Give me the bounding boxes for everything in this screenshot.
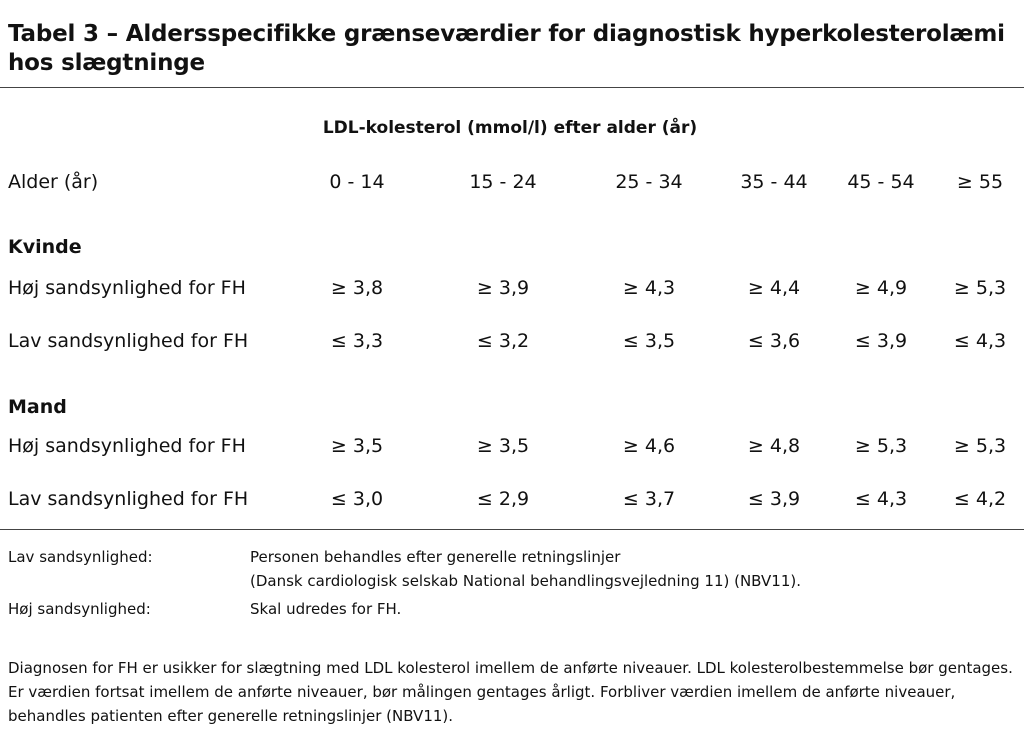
- value-cell: ≤ 3,6: [747, 330, 801, 352]
- value-cell: ≤ 3,2: [476, 330, 530, 352]
- value-cell: ≥ 4,4: [747, 277, 801, 299]
- value-cell: ≤ 3,9: [747, 488, 801, 510]
- group-title-mand: Mand: [8, 396, 67, 418]
- note-desc-lav-line1: Personen behandles efter generelle retningslinjer: [250, 548, 621, 566]
- subheader-text: LDL-kolesterol (mmol/l) efter alder (år): [322, 118, 698, 138]
- note-term-hoj: Høj sandsynlighed:: [8, 600, 151, 618]
- value-cell: ≥ 4,6: [622, 435, 676, 457]
- value-cell: ≤ 3,7: [622, 488, 676, 510]
- value-cell: ≤ 3,3: [330, 330, 384, 352]
- age-group-cell: ≥ 55: [956, 171, 1004, 193]
- value-cell: ≤ 4,2: [953, 488, 1007, 510]
- row-label: Høj sandsynlighed for FH: [8, 277, 246, 299]
- value-cell: ≥ 3,5: [330, 435, 384, 457]
- age-group-cell: 0 - 14: [329, 171, 385, 193]
- value-cell: ≤ 3,0: [330, 488, 384, 510]
- top-divider: [0, 87, 1024, 88]
- note-term-lav: Lav sandsynlighed:: [8, 548, 153, 566]
- value-cell: ≤ 4,3: [953, 330, 1007, 352]
- row-label: Lav sandsynlighed for FH: [8, 488, 249, 510]
- value-cell: ≤ 3,9: [854, 330, 908, 352]
- age-label: Alder (år): [8, 171, 99, 193]
- value-cell: ≥ 5,3: [953, 435, 1007, 457]
- value-cell: ≥ 3,8: [330, 277, 384, 299]
- age-group-cell: 25 - 34: [615, 171, 683, 193]
- value-cell: ≥ 4,8: [747, 435, 801, 457]
- group-title-kvinde: Kvinde: [8, 236, 82, 258]
- value-cell: ≥ 4,3: [622, 277, 676, 299]
- age-group-cell: 35 - 44: [740, 171, 808, 193]
- value-cell: ≥ 4,9: [854, 277, 908, 299]
- footnote-paragraph: Diagnosen for FH er usikker for slægtning med LDL kolesterol imellem de anførte niveauer. LDL kolesterolbestemmelse bør gentages. Er værdien fortsat imellem de anførte niveauer, bør målingen gentages årligt. Forbliver værdien imellem de anførte niveauer, behandles patienten efter generelle retningslinjer (NBV11).: [8, 659, 1013, 725]
- table-row: [0, 488, 1024, 516]
- value-cell: ≥ 5,3: [953, 277, 1007, 299]
- table-subheader: [0, 118, 1024, 138]
- row-label: Høj sandsynlighed for FH: [8, 435, 246, 457]
- table-title: Tabel 3 – Aldersspecifikke grænseværdier for diagnostisk hyperkolesterolæmi hos slægtninge: [8, 21, 1005, 76]
- table-row: [0, 330, 1024, 358]
- value-cell: ≤ 4,3: [854, 488, 908, 510]
- note-desc-lav-line2: (Dansk cardiologisk selskab National behandlingsvejledning 11) (NBV11).: [250, 572, 801, 590]
- note-desc-hoj-line1: Skal udredes for FH.: [250, 600, 402, 618]
- row-label: Lav sandsynlighed for FH: [8, 330, 249, 352]
- age-group-cell: 45 - 54: [847, 171, 915, 193]
- value-cell: ≤ 2,9: [476, 488, 530, 510]
- value-cell: ≥ 3,5: [476, 435, 530, 457]
- value-cell: ≥ 5,3: [854, 435, 908, 457]
- bottom-divider: [0, 529, 1024, 530]
- value-cell: ≤ 3,5: [622, 330, 676, 352]
- table-row: [0, 435, 1024, 463]
- value-cell: ≥ 3,9: [476, 277, 530, 299]
- table-row: [0, 277, 1024, 305]
- age-group-cell: 15 - 24: [469, 171, 537, 193]
- age-header-row: [0, 171, 1024, 199]
